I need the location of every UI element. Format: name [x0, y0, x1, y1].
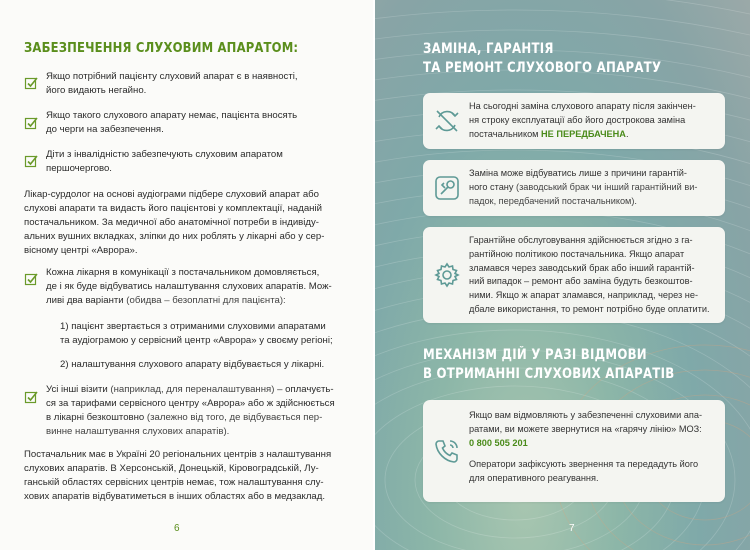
text-line	[469, 128, 713, 142]
card-text	[469, 234, 713, 317]
text-line: слухових апаратів. В Херсонській, Донецькій, Кіровоградській, Лу-	[24, 463, 319, 474]
text-line: Якщо вам відмовляють у забезпеченні слуховими апа-	[469, 410, 703, 420]
text-line: для оперативного реагування.	[469, 473, 599, 484]
page-number-left: 6	[174, 523, 180, 534]
text-line: ний випадок – ремонт або заміна будуть безкоштов-	[469, 276, 693, 287]
text-line: Оператори зафіксують звернення та передадуть його	[469, 459, 699, 470]
no-replace-icon	[433, 107, 461, 135]
text-line: альних вушних вкладках, зліпки до них роблять у лікарні або у сер-	[24, 231, 325, 242]
check-item-availability	[46, 70, 298, 98]
check-item-queue	[46, 109, 297, 137]
repair-icon	[433, 174, 461, 202]
text-line: падок, передбачений постачальником).	[469, 195, 637, 206]
hotline-phone-link[interactable]: 0 800 505 201	[469, 437, 528, 448]
text-run: постачальником	[469, 128, 542, 139]
text-line: рантійною політикою постачальника. Якщо апарат	[469, 248, 685, 259]
section-title-warranty	[423, 40, 661, 78]
phone-icon	[433, 437, 461, 465]
title-line: В ОТРИМАННІ СЛУХОВИХ АПАРАТІВ	[423, 366, 675, 382]
text-line: 1) пацієнт звертається з отриманими слуховими апаратами	[60, 321, 326, 332]
text-line: дбале використання, то ремонт потрібно буде оплатити.	[469, 303, 710, 314]
info-card-warranty-service	[423, 227, 725, 323]
text-line: Кожна лікарня в комунікації з постачальником домовляється,	[46, 267, 320, 278]
text-line: ратами, ви можете звернутися на «гарячу лінію» МОЗ:	[469, 423, 702, 434]
section-title-refusal	[423, 346, 674, 384]
card-text	[469, 167, 713, 208]
left-page	[0, 0, 373, 550]
check-icon	[24, 116, 38, 130]
option-hospital	[60, 358, 324, 372]
text-run-note: (обидва – безоплатні для пацієнта):	[123, 295, 286, 306]
text-line: ними. Якщо ж апарат зламався, наприклад, через не-	[469, 290, 699, 301]
text-line: слухові апарати та видасть його пацієнтові у комплектації, наданій	[24, 203, 322, 214]
check-icon	[24, 272, 38, 286]
text-run: .	[625, 128, 629, 139]
text-line	[46, 411, 335, 425]
info-card-warranty-replacement	[423, 160, 725, 216]
text-line: Діти з інвалідністю забезпечують слуховим апаратом	[46, 149, 283, 160]
text-line: Якщо такого слухового апарату немає, пацієнта вносять	[46, 110, 298, 121]
spacer	[469, 450, 713, 458]
text-run-note: (заводський брак чи інший гарантійний ви-	[513, 181, 698, 192]
page-number-right: 7	[569, 523, 575, 534]
check-icon	[24, 154, 38, 168]
text-line: винне налаштування слухових апаратів).	[46, 426, 230, 437]
check-item-children	[46, 148, 283, 176]
gear-icon	[433, 261, 461, 289]
check-icon	[24, 76, 38, 90]
text-run: ливі два варіанти	[46, 295, 124, 306]
text-line: Гарантійне обслуговування здійснюється згідно з га-	[469, 235, 693, 245]
info-card-hotline	[423, 400, 725, 502]
text-line: Лікар-сурдолог на основі аудіограми підбере слуховий апарат або	[24, 189, 319, 200]
text-run: ного стану	[469, 181, 514, 192]
text-line: ганській областях сервісних центрів немає, тож налаштування слу-	[24, 477, 324, 488]
text-run-note: (залежно від того, де відбувається пер-	[144, 412, 323, 423]
text-line: першочергово.	[46, 163, 112, 174]
card-text	[469, 409, 713, 486]
title-line: ЗАМІНА, ГАРАНТІЯ	[423, 41, 554, 57]
check-icon	[24, 390, 38, 404]
text-line: зламався через заводський брак або інший гарантій-	[469, 262, 695, 273]
check-item-other-visits	[46, 383, 335, 439]
text-line: його видають негайно.	[46, 85, 147, 96]
text-line: хових апаратів відбуватиметься в інших областях або в медзаклад.	[24, 491, 326, 502]
text-run: в лікарні безкоштовно	[46, 412, 145, 423]
text-line: На сьогодні заміна слухового апарату після закінчен-	[469, 101, 696, 111]
text-run: – оплачуєть-	[274, 384, 334, 395]
right-page	[375, 0, 750, 550]
text-run-note: (наприклад, для переналаштування)	[107, 384, 275, 395]
text-line: та аудіограмою у сервісний центр «Аврора» у своєму регіоні;	[60, 335, 333, 346]
text-run: Усі інші візити	[46, 384, 108, 395]
text-line: Якщо потрібний пацієнту слуховий апарат є в наявності,	[46, 71, 298, 82]
option-service-center	[60, 320, 333, 348]
title-line: МЕХАНІЗМ ДІЙ У РАЗІ ВІДМОВИ	[423, 347, 647, 363]
text-line: Постачальник має в Україні 20 регіональних центрів з налаштування	[24, 449, 332, 460]
text-line: де і як буде відбуватись налаштування слухових апаратів. Мож-	[46, 281, 332, 292]
text-line: Заміна може відбуватись лише з причини гарантій-	[469, 168, 687, 178]
card-text	[469, 100, 713, 141]
left-page-title: ЗАБЕЗПЕЧЕННЯ СЛУХОВИМ АПАРАТОМ:	[24, 40, 299, 56]
text-line: ся за тарифами сервісного центру «Аврора» або ж здійснюється	[46, 398, 335, 409]
title-line: ТА РЕМОНТ СЛУХОВОГО АПАРАТУ	[423, 60, 662, 76]
text-line	[46, 294, 332, 308]
text-line	[46, 383, 335, 397]
text-line	[469, 181, 713, 195]
text-line: ня строку експлуатації або його дострокова заміна	[469, 114, 686, 125]
highlight-not-provided: НЕ ПЕРЕДБАЧЕНА	[541, 128, 626, 139]
paragraph-audiologist	[24, 188, 324, 258]
paragraph-regional-centers	[24, 448, 331, 504]
text-line: до черги на забезпечення.	[46, 124, 164, 135]
text-line: вісному центрі «Аврора».	[24, 245, 138, 256]
info-card-replacement	[423, 93, 725, 149]
check-item-hospital-agreement	[46, 266, 332, 308]
text-line: постачальником. За медичної або анатомічної потреби в індивіду-	[24, 217, 319, 228]
text-line: 2) налаштування слухового апарату відбувається у лікарні.	[60, 359, 325, 370]
